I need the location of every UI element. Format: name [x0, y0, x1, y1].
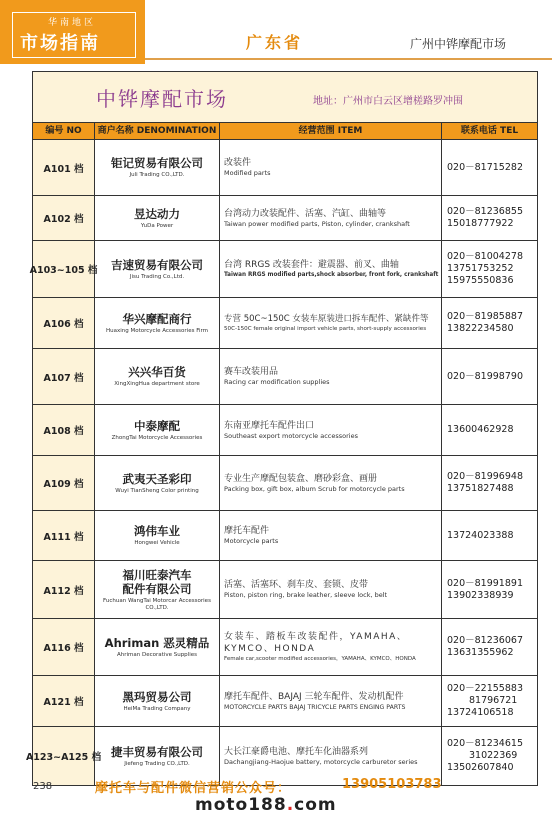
business-scope-cell [220, 140, 442, 195]
business-scope-cell [220, 241, 442, 297]
business-scope-en: Modified parts [224, 169, 271, 177]
table-row [33, 561, 537, 619]
company-cell [95, 619, 220, 675]
phone-number: 020－81991891 [447, 577, 523, 589]
business-scope-cn: 专业生产摩配包装盒、磨砂彩盒、画册 [224, 473, 378, 484]
business-scope-en: Female car,scooter modified accessories，YAMAHA、KYMCO、HONDA [224, 655, 416, 662]
stall-number: A123~A125 档 [33, 727, 95, 785]
table-row [33, 619, 537, 676]
table-row [33, 456, 537, 511]
business-scope-cn: 台湾动力改装配件、活塞、汽缸、曲轴等 [224, 208, 387, 219]
page-header [0, 0, 552, 64]
phone-number: 13902338939 [447, 589, 514, 601]
phone-number: 020－81236855 [447, 206, 523, 217]
business-scope-cell [220, 619, 442, 675]
stall-number: A111 档 [33, 511, 95, 560]
phone-number: 13600462928 [447, 424, 514, 435]
phone-number: 13822234580 [447, 323, 514, 334]
phone-number: 020－81985887 [447, 311, 523, 322]
market-name: 中铧摩配市场 [96, 87, 228, 111]
phone-number: 13502607840 [447, 762, 514, 773]
business-scope-cn: 活塞、活塞环、刹车皮、套锁、皮带 [224, 580, 369, 590]
table-row [33, 298, 537, 349]
phone-number: 13724106518 [447, 707, 514, 718]
column-header-tel: 联系电话 TEL [460, 126, 519, 136]
badge-region: 华南地区 [48, 18, 97, 28]
business-scope-cell [220, 298, 442, 348]
phone-number: 020－81715282 [447, 161, 523, 173]
column-header-name: 商户名称 DENOMINATION [95, 123, 220, 139]
company-name-en: Huaxing Motorcycle Accessories Firm [105, 327, 209, 334]
website-dot: . [286, 795, 295, 815]
company-name-en: Juli Trading CO.,LTD. [129, 172, 185, 178]
business-scope-cell [220, 456, 442, 510]
phone-cell [442, 727, 537, 785]
company-name-en: Jisu Trading Co.,Ltd. [129, 273, 185, 280]
company-name-cn: Ahriman 恶灵精品 [104, 635, 210, 650]
stall-number: A112 档 [33, 561, 95, 618]
business-scope-en: Piston, piston ring, brake leather, sleeve lock, belt [224, 591, 388, 599]
phone-number: 020－81236067 [447, 635, 523, 646]
table-row [33, 140, 537, 196]
market-address: 地址：广州市白云区增槎路罗冲围 [313, 96, 463, 107]
business-scope-cn: 大长江豪爵电池、摩托车化油器系列 [224, 746, 369, 757]
website-tld: com [294, 795, 337, 815]
phone-number: 13724023388 [447, 529, 514, 541]
company-name-cn: 中泰摩配 [134, 418, 180, 433]
business-scope-en: Taiwan RRGS modified parts,shock absorber, front fork, crankshaft [224, 271, 439, 278]
business-scope-en: Dachangjiang-Haojue battery, motorcycle carburetor series [224, 757, 418, 766]
phone-cell [442, 140, 537, 195]
stall-number: A102 档 [33, 196, 95, 240]
table-row [29, 241, 537, 298]
business-scope-en: 50C-150C female original import vehicle parts, short-supply accessories [224, 325, 427, 332]
company-name-cn: 钜记贸易有限公司 [111, 156, 203, 170]
website-name: moto188 [195, 795, 287, 815]
table-row [33, 676, 537, 727]
business-scope-cn: 东南亚摩托车配件出口 [224, 420, 315, 431]
business-scope-cn: 摩托车配件、BAJAJ 三轮车配件、发动机配件 [224, 691, 404, 702]
phone-cell [442, 511, 537, 560]
business-scope-en: Taiwan power modified parts, Piston, cylinder, crankshaft [224, 219, 410, 228]
company-cell [95, 349, 220, 404]
market-header-title: 广州中铧摩配市场 [410, 37, 507, 51]
phone-number: 81796721 [469, 695, 518, 706]
phone-number: 020－22155883 [447, 683, 523, 694]
phone-number: 13631355962 [447, 647, 514, 658]
business-scope-cell [220, 349, 442, 404]
table-row [33, 405, 537, 456]
business-scope-en: Motorcycle parts [224, 537, 279, 545]
company-cell [95, 140, 220, 195]
phone-number: 31022369 [469, 750, 518, 761]
footer-promo: 摩托车与配件微信营销公众号： [95, 781, 292, 796]
footer-phone: 13905103783 [342, 777, 442, 792]
company-cell [95, 196, 220, 240]
business-scope-cell [220, 676, 442, 726]
table-body [25, 140, 537, 785]
company-name-cn: 吉速贸易有限公司 [111, 257, 203, 272]
company-name-en: XingXingHua department store [114, 381, 200, 387]
phone-cell [442, 196, 537, 240]
company-cell [95, 511, 220, 560]
business-scope-cell [220, 511, 442, 560]
column-header-item: 经营范围 ITEM [220, 123, 442, 139]
company-name-en: HeiMa Trading Company [123, 705, 191, 712]
stall-number: A103~105 档 [33, 241, 95, 297]
company-cell [95, 561, 220, 618]
phone-cell [442, 405, 537, 455]
company-name-cn: 黑玛贸易公司 [122, 689, 192, 704]
footer-website [195, 795, 337, 815]
business-scope-en: Packing box, gift box, album Scrub for motorcycle parts [224, 484, 405, 493]
phone-cell [442, 561, 537, 618]
phone-number: 020－81998790 [447, 370, 523, 382]
business-scope-cn: 台湾 RRGS 改装套件：避震器、前叉、曲轴 [224, 259, 399, 270]
stall-number: A109 档 [33, 456, 95, 510]
company-name-en: Ahriman Decorative Supplies [117, 651, 197, 658]
phone-cell [442, 619, 537, 675]
stall-number: A107 档 [33, 349, 95, 404]
phone-number: 13751827488 [447, 483, 514, 494]
phone-number: 15975550836 [447, 275, 514, 286]
phone-cell [442, 676, 537, 726]
phone-cell [442, 298, 537, 348]
phone-number: 13751753252 [447, 263, 514, 274]
stall-number: A121 档 [33, 676, 95, 726]
business-scope-en: Racing car modification supplies [224, 378, 330, 386]
company-name-cn: 鸿伟车业 [134, 524, 180, 538]
company-name-en: ZhongTai Motorcycle Accessories [111, 434, 203, 441]
badge-title: 市场指南 [20, 33, 100, 54]
stall-number: A116 档 [33, 619, 95, 675]
table-title-row [33, 72, 537, 123]
header-divider [145, 58, 552, 60]
phone-cell [442, 241, 537, 297]
company-cell [95, 241, 220, 297]
business-scope-cn: 女装车、踏板车改装配件，YAMAHA、KYMCO、HONDA [224, 631, 408, 654]
directory-table [25, 71, 538, 786]
company-name-cn: 福川旺泰汽车配件有限公司 [122, 567, 192, 596]
company-name-en: Fuchuan WangTai Motorcar Accessories CO.,LTD. [103, 597, 211, 611]
business-scope-cn: 改装件 [224, 158, 252, 168]
table-row [33, 349, 537, 405]
business-scope-en: MOTORCYCLE PARTS BAJAJ TRICYCLE PARTS ENGING PARTS [224, 703, 406, 711]
company-cell [95, 298, 220, 348]
stall-number: A101 档 [33, 140, 95, 195]
company-name-cn: 兴兴华百货 [128, 365, 186, 379]
phone-number: 020－81996948 [447, 471, 523, 482]
company-cell [95, 405, 220, 455]
phone-number: 020－81004278 [447, 251, 523, 262]
business-scope-cell [220, 405, 442, 455]
company-name-en: Jiefeng Trading CO.,LTD. [124, 760, 190, 767]
business-scope-cn: 专营 50C~150C 女装车原装进口拆车配件、紧缺件等 [224, 313, 429, 324]
stall-number: A106 档 [33, 298, 95, 348]
table-row [33, 196, 537, 241]
phone-number: 15018777922 [447, 218, 514, 229]
column-header-no: 编号 NO [33, 123, 95, 139]
company-name-cn: 武夷天圣彩印 [122, 471, 192, 486]
stall-number: A108 档 [33, 405, 95, 455]
table-row [33, 511, 537, 561]
company-name-cn: 捷丰贸易有限公司 [111, 744, 203, 759]
column-header-row [33, 123, 537, 140]
business-scope-cell [220, 561, 442, 618]
province-title: 广东省 [246, 33, 304, 52]
phone-cell [442, 456, 537, 510]
business-scope-cell [220, 196, 442, 240]
page-number: 238 [33, 781, 53, 792]
company-name-en: Hongwei Vehicle [134, 540, 180, 546]
business-scope-en: Southeast export motorcycle accessories [224, 431, 358, 440]
business-scope-cn: 赛车改装用品 [224, 367, 279, 377]
company-name-cn: 华兴摩配商行 [122, 311, 192, 326]
company-cell [95, 456, 220, 510]
section-badge [0, 0, 145, 64]
company-name-en: Wuyi TianSheng Color printing [115, 487, 199, 494]
company-name-cn: 昱达动力 [134, 206, 180, 221]
business-scope-cn: 摩托车配件 [224, 526, 270, 536]
company-name-en: YuDa Power [140, 222, 174, 229]
phone-cell [442, 349, 537, 404]
company-cell [95, 676, 220, 726]
phone-number: 020－81234615 [447, 738, 523, 749]
